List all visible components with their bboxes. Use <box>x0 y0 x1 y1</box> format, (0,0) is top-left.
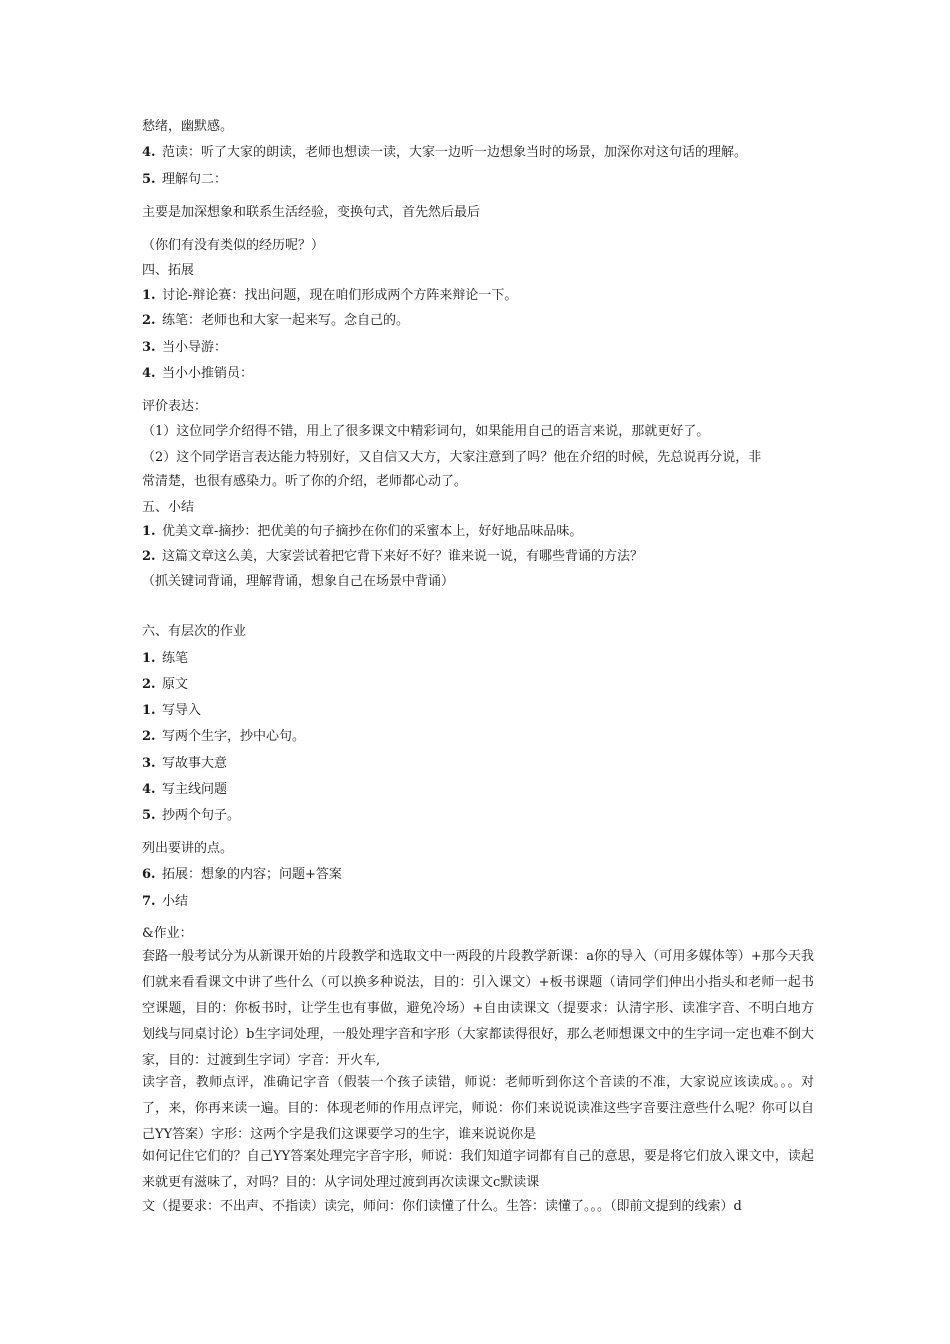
body-paragraph: 如何记住它们的？自己YY答案处理完字音字形，师说：我们知道字词都有自己的意思，要是将它们放入课文中，读起来就更有滋味了，对吗？目的：从字词处理过渡到再次读课文c默读课 <box>142 1149 814 1190</box>
doc-line: 6. 拓展：想象的内容；问题+答案 <box>142 867 342 882</box>
doc-line: 1. 优美文章-摘抄：把优美的句子摘抄在你们的采蜜本上，好好地品味品味。 <box>142 524 583 539</box>
doc-line: 1. 讨论-辩论赛：找出问题，现在咱们形成两个方阵来辩论一下。 <box>142 288 518 303</box>
doc-line: 1. 练笔 <box>142 651 189 666</box>
doc-line: 主要是加深想象和联系生活经验，变换句式，首先然后最后 <box>142 205 481 220</box>
doc-line: 4. 写主线问题 <box>142 782 228 797</box>
doc-line: 3. 当小导游： <box>142 340 228 355</box>
doc-line: 3. 写故事大意 <box>142 756 228 771</box>
section-heading: 四、拓展 <box>142 263 195 278</box>
doc-line: 常清楚，也很有感染力。听了你的介绍，老师都心动了。 <box>142 474 468 489</box>
doc-line: &作业： <box>142 926 193 941</box>
doc-line: 列出要讲的点。 <box>142 841 234 856</box>
doc-line: （1）这位同学介绍得不错，用上了很多课文中精彩词句，如果能用自己的语言来说，那就更好了。 <box>142 424 710 439</box>
doc-line: 愁绪，幽默感。 <box>142 119 234 134</box>
doc-line: （你们有没有类似的经历呢？） <box>142 238 325 253</box>
doc-line: 2. 原文 <box>142 677 189 692</box>
doc-line: 5. 理解句二： <box>142 172 228 187</box>
doc-line: 评价表达： <box>142 399 208 414</box>
doc-line: 4. 当小小推销员： <box>142 366 254 381</box>
body-paragraph: 文（提要求：不出声、不指读）读完，师问：你们读懂了什么。生答：读懂了。。。（即前文提到的线索）d <box>142 1199 742 1214</box>
section-heading: 五、小结 <box>142 500 195 515</box>
doc-line: 2. 练笔：老师也和大家一起来写。念自己的。 <box>142 313 410 328</box>
doc-line: 5. 抄两个句子。 <box>142 808 241 823</box>
body-paragraph: 读字音，教师点评，准确记字音（假装一个孩子读错，师说：老师听到你这个音读的不准，大家说应该读成。。。对了，来，你再来读一遍。目的：体现老师的作用点评完，师说：你们来说说读准这些字音要注意些什么呢？你可以自己YY答案）字形：这两个字是我们这课要学习的生字，谁来说说你是 <box>142 1075 814 1142</box>
doc-line: （2）这个同学语言表达能力特别好，又自信又大方，大家注意到了吗？他在介绍的时候，先总说再分说，非 <box>142 450 762 465</box>
body-paragraph: 套路一般考试分为从新课开始的片段教学和选取文中一两段的片段教学新课：a你的导入（可用多媒体等）+那今天我们就来看看课文中讲了些什么（可以换多种说法，目的：引入课文）+板书课题（请同学们伸出小指头和老师一起书空课题，目的：你板书时，让学生也有事做，避免冷场）+自由读课文（提要求：认清字形、读准字音、不明白地方划线与同桌讨论）b生字词处理，一般处理字音和字形（大家都读得很好，那么老师想课文中的生字词一定也难不倒大家，目的：过渡到生字词）字音：开火车, <box>142 949 814 1068</box>
doc-line: 4. 范读：听了大家的朗读，老师也想读一读，大家一边听一边想象当时的场景，加深你对这句话的理解。 <box>142 145 748 160</box>
doc-line: 7. 小结 <box>142 894 189 909</box>
doc-line: 1. 写导入 <box>142 703 202 718</box>
section-heading: 六、有层次的作业 <box>142 624 247 639</box>
doc-line: 2. 这篇文章这么美，大家尝试着把它背下来好不好？谁来说一说，有哪些背诵的方法？ <box>142 549 644 564</box>
doc-line: 2. 写两个生字，抄中心句。 <box>142 729 306 744</box>
doc-line: （抓关键词背诵，理解背诵，想象自己在场景中背诵） <box>142 574 455 589</box>
